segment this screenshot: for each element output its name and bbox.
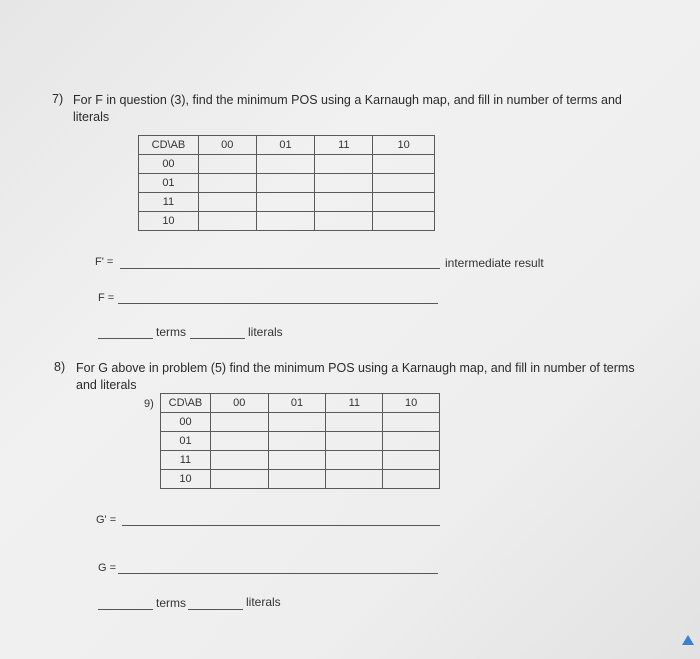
q7-kmap-cell[interactable] (373, 174, 435, 193)
scroll-up-arrow-icon[interactable] (682, 635, 694, 645)
q7-kmap-cell[interactable] (198, 174, 256, 193)
q8-number: 8) (54, 360, 66, 374)
q7-kmap-cell[interactable] (373, 155, 435, 174)
q7-kmap-header-row (139, 136, 435, 155)
q7-kmap-cell[interactable] (373, 212, 435, 231)
q8-kmap-cell[interactable] (268, 413, 326, 432)
q7-kmap-cell[interactable] (198, 193, 256, 212)
f-answer-line[interactable] (118, 303, 438, 304)
q8-literals-blank[interactable] (188, 609, 243, 610)
q7-kmap-row-header: 10 (139, 212, 199, 231)
q8-kmap-cell[interactable] (210, 413, 268, 432)
q8-kmap-cell[interactable] (210, 451, 268, 470)
q8-kmap-header-row (161, 394, 440, 413)
q8-terms-blank[interactable] (98, 609, 153, 610)
q8-kmap-cell[interactable] (326, 413, 383, 432)
q8-kmap-cell[interactable] (210, 432, 268, 451)
q8-kmap-col-header: 11 (326, 394, 383, 413)
q8-kmap-row (161, 451, 440, 470)
q7-kmap-col-header: 00 (198, 136, 256, 155)
q7-kmap-cell[interactable] (315, 155, 373, 174)
q8-kmap-cell[interactable] (326, 432, 383, 451)
q7-kmap-cell[interactable] (256, 155, 315, 174)
intermediate-result-note: intermediate result (445, 256, 544, 270)
q8-kmap-row-header: 00 (161, 413, 211, 432)
q8-kmap-row (161, 470, 440, 489)
q7-kmap-cell[interactable] (315, 212, 373, 231)
q8-kmap-row-header: 01 (161, 432, 211, 451)
q7-kmap-cell[interactable] (373, 193, 435, 212)
q8-terms-label: terms (156, 596, 186, 610)
q7-kmap-row (139, 155, 435, 174)
q8-kmap-cell[interactable] (326, 451, 383, 470)
q8-kmap-row-header: 10 (161, 470, 211, 489)
q7-kmap-cell[interactable] (256, 174, 315, 193)
q7-kmap-row-header: 01 (139, 174, 199, 193)
g-label: G = (98, 562, 117, 574)
q8-kmap-cell[interactable] (383, 413, 440, 432)
q7-kmap-cell[interactable] (256, 193, 315, 212)
q7-literals-blank[interactable] (190, 338, 245, 339)
q7-kmap-col-header: 11 (315, 136, 373, 155)
q8-kmap-cell[interactable] (326, 470, 383, 489)
q8-kmap-cell[interactable] (268, 470, 326, 489)
q8-kmap-row (161, 432, 440, 451)
q7-terms-blank[interactable] (98, 338, 153, 339)
f-label: F = (98, 292, 115, 304)
g-prime-label: G' = (96, 514, 117, 526)
q7-kmap-row-header: 00 (139, 155, 199, 174)
q8-literals-label: literals (246, 595, 281, 609)
g-prime-answer-line[interactable] (122, 525, 440, 526)
q8-kmap-cell[interactable] (383, 432, 440, 451)
q7-kmap-cell[interactable] (198, 212, 256, 231)
q7-kmap-row-header: 11 (139, 193, 199, 212)
f-prime-label: F' = (95, 256, 114, 268)
q7-terms-label: terms (156, 325, 186, 339)
q8-kmap-cell[interactable] (383, 470, 440, 489)
g-answer-line[interactable] (118, 573, 438, 574)
q7-kmap-row (139, 212, 435, 231)
q7-kmap-row (139, 174, 435, 193)
q7-kmap-col-header: 01 (256, 136, 315, 155)
q8-table-prefix: 9) (144, 398, 154, 410)
f-prime-answer-line[interactable] (120, 268, 440, 269)
q8-kmap-col-header: 00 (210, 394, 268, 413)
q7-kmap-cell[interactable] (256, 212, 315, 231)
q7-kmap-col-header: 10 (373, 136, 435, 155)
q8-kmap-corner: CD\AB (161, 394, 211, 413)
q7-literals-label: literals (248, 325, 283, 339)
q8-kmap-cell[interactable] (268, 432, 326, 451)
q8-kmap-cell[interactable] (383, 451, 440, 470)
q7-text-line2: literals (73, 110, 110, 124)
q8-text (76, 360, 666, 394)
q7-kmap-cell[interactable] (315, 174, 373, 193)
q8-text-line1: For G above in problem (5) find the minimum POS using a Karnaugh map, and fill in number of terms (76, 361, 635, 375)
q7-text (73, 92, 663, 126)
q7-number: 7) (52, 92, 64, 106)
q7-kmap-row (139, 193, 435, 212)
q8-kmap-cell[interactable] (210, 470, 268, 489)
q7-kmap-corner: CD\AB (139, 136, 199, 155)
q8-kmap-col-header: 10 (383, 394, 440, 413)
q8-karnaugh-map (160, 393, 440, 489)
q7-text-line1: For F in question (3), find the minimum POS using a Karnaugh map, and fill in number of terms and (73, 93, 622, 107)
q8-kmap-cell[interactable] (268, 451, 326, 470)
q7-karnaugh-map (138, 135, 435, 231)
q8-kmap-col-header: 01 (268, 394, 326, 413)
q8-kmap-row-header: 11 (161, 451, 211, 470)
q7-kmap-cell[interactable] (315, 193, 373, 212)
q7-kmap-cell[interactable] (198, 155, 256, 174)
q8-text-line2: and literals (76, 378, 137, 392)
q8-kmap-row (161, 413, 440, 432)
